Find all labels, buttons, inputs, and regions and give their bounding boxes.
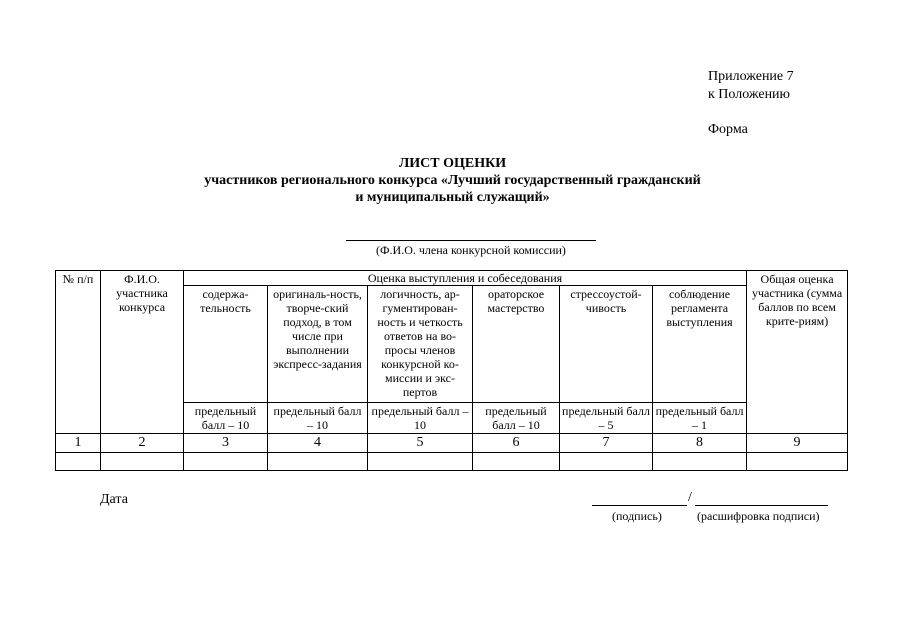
evaluation-table [55,270,848,471]
commission-member-line [346,240,596,241]
decode-caption: (расшифровка подписи) [697,509,820,523]
column-number: 7 [560,434,653,453]
column-number: 4 [268,434,368,453]
empty-cell[interactable] [101,453,184,471]
empty-cell[interactable] [560,453,653,471]
header-fio: Ф.И.О. участника конкурса [101,271,184,434]
column-number: 3 [184,434,268,453]
signature-line [592,505,687,506]
criterion-max: предельный балл – 1 [653,403,747,434]
date-label: Дата [100,492,128,507]
column-number: 6 [473,434,560,453]
empty-cell[interactable] [368,453,473,471]
signature-decode-line [695,505,828,506]
form-label: Форма [708,122,748,137]
empty-cell[interactable] [473,453,560,471]
header-group: Оценка выступления и собеседования [184,271,747,286]
empty-cell[interactable] [268,453,368,471]
title-line-1: ЛИСТ ОЦЕНКИ [398,156,507,171]
criterion-name: соблюдение регламента выступления [653,286,747,403]
criterion-name: оригиналь-ность, творче-ский подход, в том числе при выполнении экспресс-задания [268,286,368,403]
column-number: 9 [747,434,848,453]
criterion-name: ораторское мастерство [473,286,560,403]
appendix-line-2: к Положению [708,87,791,102]
signature-caption: (подпись) [612,509,662,523]
header-num: № п/п [56,271,101,434]
column-number: 5 [368,434,473,453]
table-row [56,453,848,471]
empty-cell[interactable] [184,453,268,471]
title-line-3: и муниципальный служащий» [355,190,550,205]
criterion-max: предельный балл – 10 [268,403,368,434]
column-number: 2 [101,434,184,453]
criterion-name: стрессоустой-чивость [560,286,653,403]
title-line-2: участников регионального конкурса «Лучший государственный гражданский [204,173,701,188]
column-number: 1 [56,434,101,453]
signature-slash: / [688,490,692,505]
empty-cell[interactable] [56,453,101,471]
appendix-line-1: Приложение 7 [708,69,794,84]
column-number: 8 [653,434,747,453]
criterion-max: предельный балл – 10 [184,403,268,434]
empty-cell[interactable] [747,453,848,471]
criterion-name: логичность, ар-гументирован-ность и четкость ответов на во-просы членов конкурсной ко-миссии и экс-пертов [368,286,473,403]
criterion-max: предельный балл – 5 [560,403,653,434]
header-total: Общая оценка участника (сумма баллов по всем крите-риям) [747,271,848,434]
document-title [0,155,905,206]
criterion-max: предельный балл – 10 [473,403,560,434]
criterion-max: предельный балл – 10 [368,403,473,434]
criterion-name: содержа-тельность [184,286,268,403]
commission-member-caption: (Ф.И.О. члена конкурсной комиссии) [376,243,566,257]
empty-cell[interactable] [653,453,747,471]
appendix-label [708,68,794,104]
